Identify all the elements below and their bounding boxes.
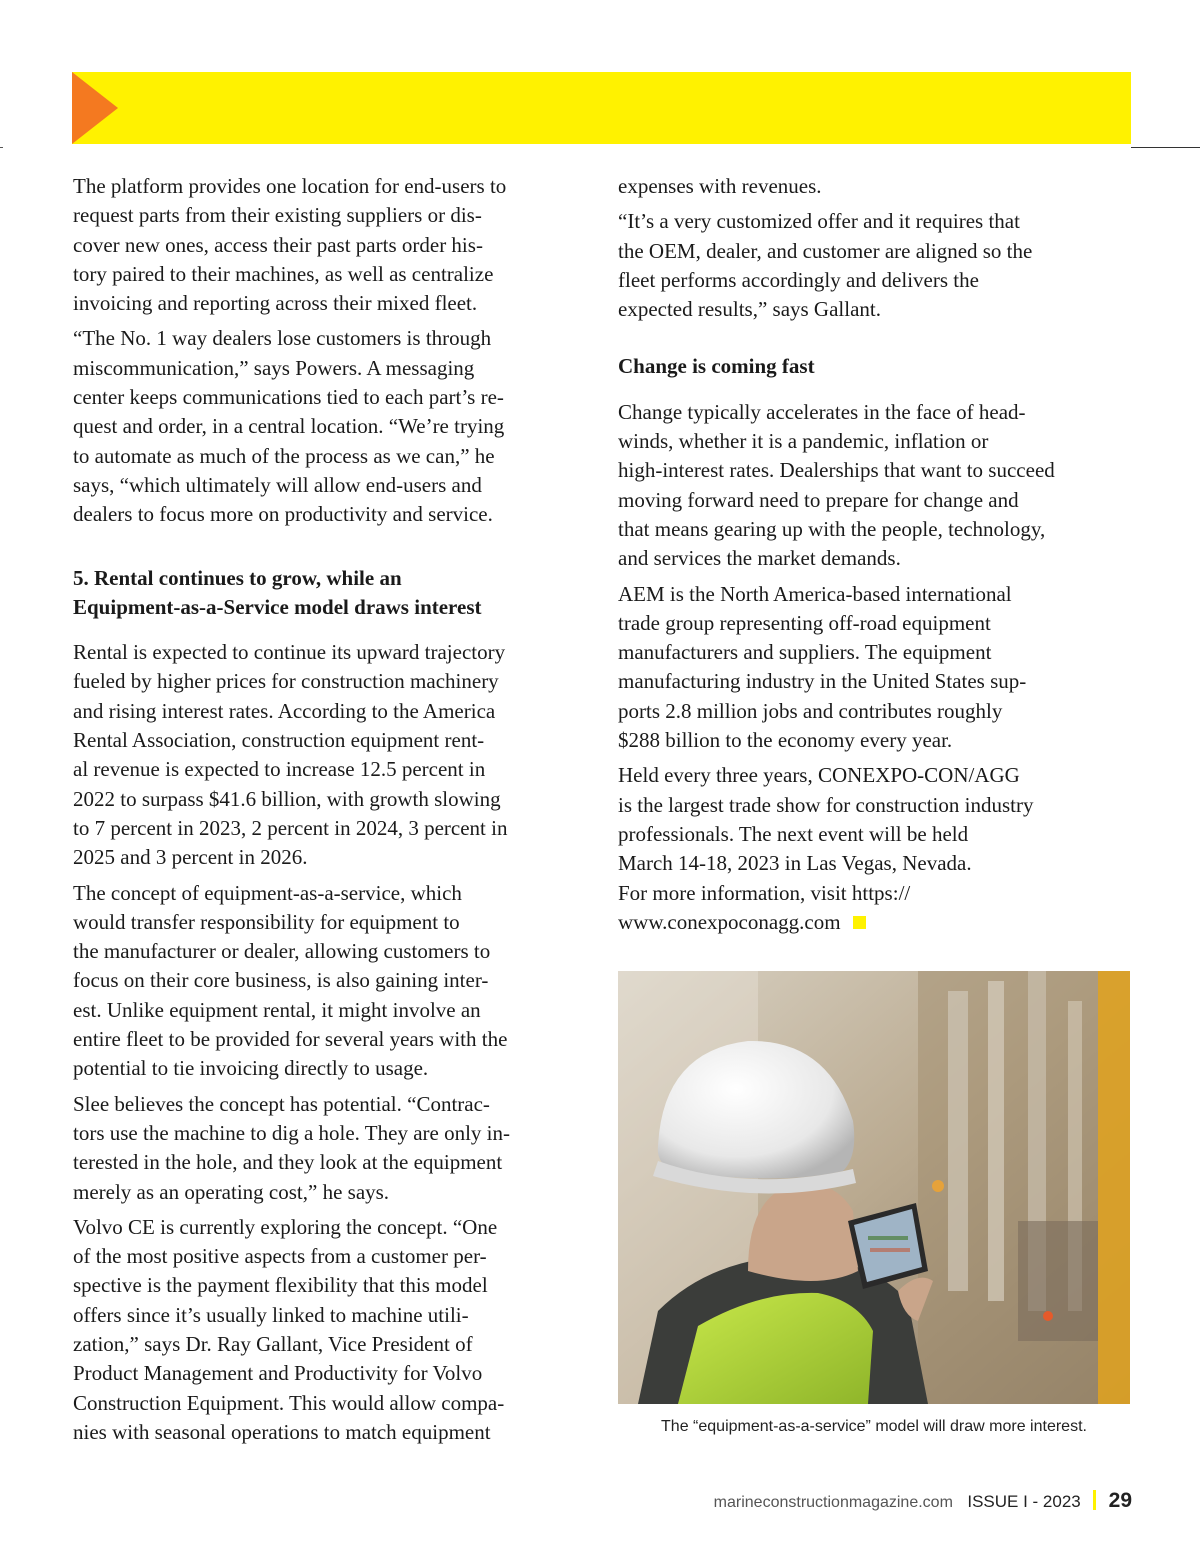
paragraph bbox=[618, 761, 1133, 937]
section-heading bbox=[73, 564, 585, 623]
text-line: tory paired to their machines, as well as centralize bbox=[73, 261, 494, 286]
text-line: is the largest trade show for construction industry bbox=[618, 792, 1034, 817]
text-line: Equipment-as-a-Service model draws interest bbox=[73, 594, 482, 619]
text-line: est. Unlike equipment rental, it might involve an bbox=[73, 997, 481, 1022]
text-line: fueled by higher prices for construction machinery bbox=[73, 669, 499, 694]
text-line: center keeps communications tied to each part’s re- bbox=[73, 385, 504, 410]
text-line: Change is coming fast bbox=[618, 354, 815, 379]
paragraph bbox=[618, 172, 1133, 201]
text-line: would transfer responsibility for equipment to bbox=[73, 909, 460, 934]
paragraph bbox=[618, 207, 1133, 324]
section-banner bbox=[72, 72, 1131, 144]
paragraph bbox=[618, 580, 1133, 756]
footer-issue: ISSUE I - 2023 bbox=[967, 1492, 1081, 1511]
paragraph bbox=[73, 879, 585, 1084]
text-line: 2025 and 3 percent in 2026. bbox=[73, 845, 308, 870]
text-line: moving forward need to prepare for change and bbox=[618, 487, 1019, 512]
header-rule bbox=[1131, 147, 1200, 148]
text-line: quest and order, in a central location. “We’re trying bbox=[73, 414, 505, 439]
text-line: AEM is the North America-based international bbox=[618, 581, 1012, 606]
text-line: that means gearing up with the people, technology, bbox=[618, 516, 1046, 541]
text-line: terested in the hole, and they look at the equipment bbox=[73, 1150, 503, 1175]
paragraph bbox=[73, 1213, 585, 1447]
text-line: merely as an operating cost,” he says. bbox=[73, 1179, 390, 1204]
text-line: professionals. The next event will be held bbox=[618, 821, 969, 846]
text-line: to automate as much of the process as we can,” he bbox=[73, 443, 495, 468]
text-line: manufacturing industry in the United States sup- bbox=[618, 669, 1027, 694]
text-line: Product Management and Productivity for Volvo bbox=[73, 1361, 483, 1386]
text-line: nies with seasonal operations to match equipment bbox=[73, 1419, 491, 1444]
text-line: potential to tie invoicing directly to usage. bbox=[73, 1056, 429, 1081]
text-line: zation,” says Dr. Ray Gallant, Vice President of bbox=[73, 1331, 473, 1356]
paragraph bbox=[73, 172, 585, 318]
text-line: Rental Association, construction equipment rent- bbox=[73, 728, 485, 753]
paragraph bbox=[73, 324, 585, 529]
text-line: of the most positive aspects from a customer per- bbox=[73, 1244, 487, 1269]
text-line: the OEM, dealer, and customer are aligned so the bbox=[618, 238, 1033, 263]
text-line: dealers to focus more on productivity and service. bbox=[73, 502, 493, 527]
text-line: For more information, visit https:// bbox=[618, 880, 911, 905]
text-line: miscommunication,” says Powers. A messaging bbox=[73, 355, 475, 380]
text-line bbox=[618, 908, 1133, 937]
paragraph bbox=[618, 398, 1133, 574]
text-line: The platform provides one location for end-users to bbox=[73, 174, 507, 198]
text-line: al revenue is expected to increase 12.5 percent in bbox=[73, 757, 486, 782]
text-line: ports 2.8 million jobs and contributes roughly bbox=[618, 698, 1003, 723]
text-line: expected results,” says Gallant. bbox=[618, 297, 881, 322]
crop-mark bbox=[0, 147, 3, 148]
url-text: www.conexpoconagg.com bbox=[618, 909, 841, 934]
text-line: tors use the machine to dig a hole. They are only in- bbox=[73, 1120, 510, 1145]
text-line: offers since it’s usually linked to machine utili- bbox=[73, 1302, 469, 1327]
footer-divider bbox=[1093, 1490, 1096, 1510]
text-line: says, “which ultimately will allow end-users and bbox=[73, 472, 482, 497]
text-line: manufacturers and suppliers. The equipment bbox=[618, 640, 992, 665]
text-line: “It’s a very customized offer and it requires that bbox=[618, 209, 1020, 234]
text-line: trade group representing off-road equipment bbox=[618, 610, 991, 635]
text-line: request parts from their existing suppliers or dis- bbox=[73, 203, 482, 228]
text-line: expenses with revenues. bbox=[618, 174, 822, 198]
end-mark-icon bbox=[853, 916, 866, 929]
footer-website: marineconstructionmagazine.com bbox=[713, 1494, 953, 1511]
right-column bbox=[618, 172, 1133, 943]
text-line: Construction Equipment. This would allow compa- bbox=[73, 1390, 505, 1415]
text-line: and services the market demands. bbox=[618, 546, 901, 571]
text-line: the manufacturer or dealer, allowing customers to bbox=[73, 939, 491, 964]
page-number: 29 bbox=[1108, 1489, 1132, 1512]
text-line: to 7 percent in 2023, 2 percent in 2024, 3 percent in bbox=[73, 815, 508, 840]
text-line: cover new ones, access their past parts order his- bbox=[73, 232, 483, 257]
text-line: Slee believes the concept has potential. “Contrac- bbox=[73, 1091, 490, 1116]
text-line: focus on their core business, is also gaining inter- bbox=[73, 968, 489, 993]
text-line: $288 billion to the economy every year. bbox=[618, 728, 953, 753]
text-line: invoicing and reporting across their mixed fleet. bbox=[73, 291, 478, 316]
section-heading bbox=[618, 352, 1133, 381]
text-line: Held every three years, CONEXPO-CON/AGG bbox=[618, 763, 1020, 788]
text-line: 5. Rental continues to grow, while an bbox=[73, 565, 402, 590]
text-line: 2022 to surpass $41.6 billion, with growth slowing bbox=[73, 786, 501, 811]
text-line: March 14-18, 2023 in Las Vegas, Nevada. bbox=[618, 851, 972, 876]
text-line: fleet performs accordingly and delivers the bbox=[618, 267, 979, 292]
text-line: The concept of equipment-as-a-service, which bbox=[73, 880, 462, 905]
paragraph bbox=[73, 638, 585, 872]
text-line: high-interest rates. Dealerships that want to succeed bbox=[618, 458, 1055, 483]
text-line: winds, whether it is a pandemic, inflation or bbox=[618, 429, 989, 454]
construction-worker-photo bbox=[618, 971, 1130, 1404]
text-line: Change typically accelerates in the face of head- bbox=[618, 399, 1026, 424]
text-line: entire fleet to be provided for several years with the bbox=[73, 1027, 508, 1052]
photo-caption: The “equipment-as-a-service” model will draw more interest. bbox=[661, 1418, 1087, 1435]
text-line: and rising interest rates. According to the America bbox=[73, 698, 496, 723]
text-line: Volvo CE is currently exploring the concept. “One bbox=[73, 1214, 498, 1239]
text-line: “The No. 1 way dealers lose customers is through bbox=[73, 326, 492, 351]
left-column bbox=[73, 172, 585, 1453]
page-footer bbox=[714, 1489, 1132, 1513]
text-line: Rental is expected to continue its upward trajectory bbox=[73, 640, 506, 665]
paragraph bbox=[73, 1090, 585, 1207]
banner-arrow-icon bbox=[72, 72, 118, 144]
text-line: spective is the payment flexibility that this model bbox=[73, 1273, 488, 1298]
